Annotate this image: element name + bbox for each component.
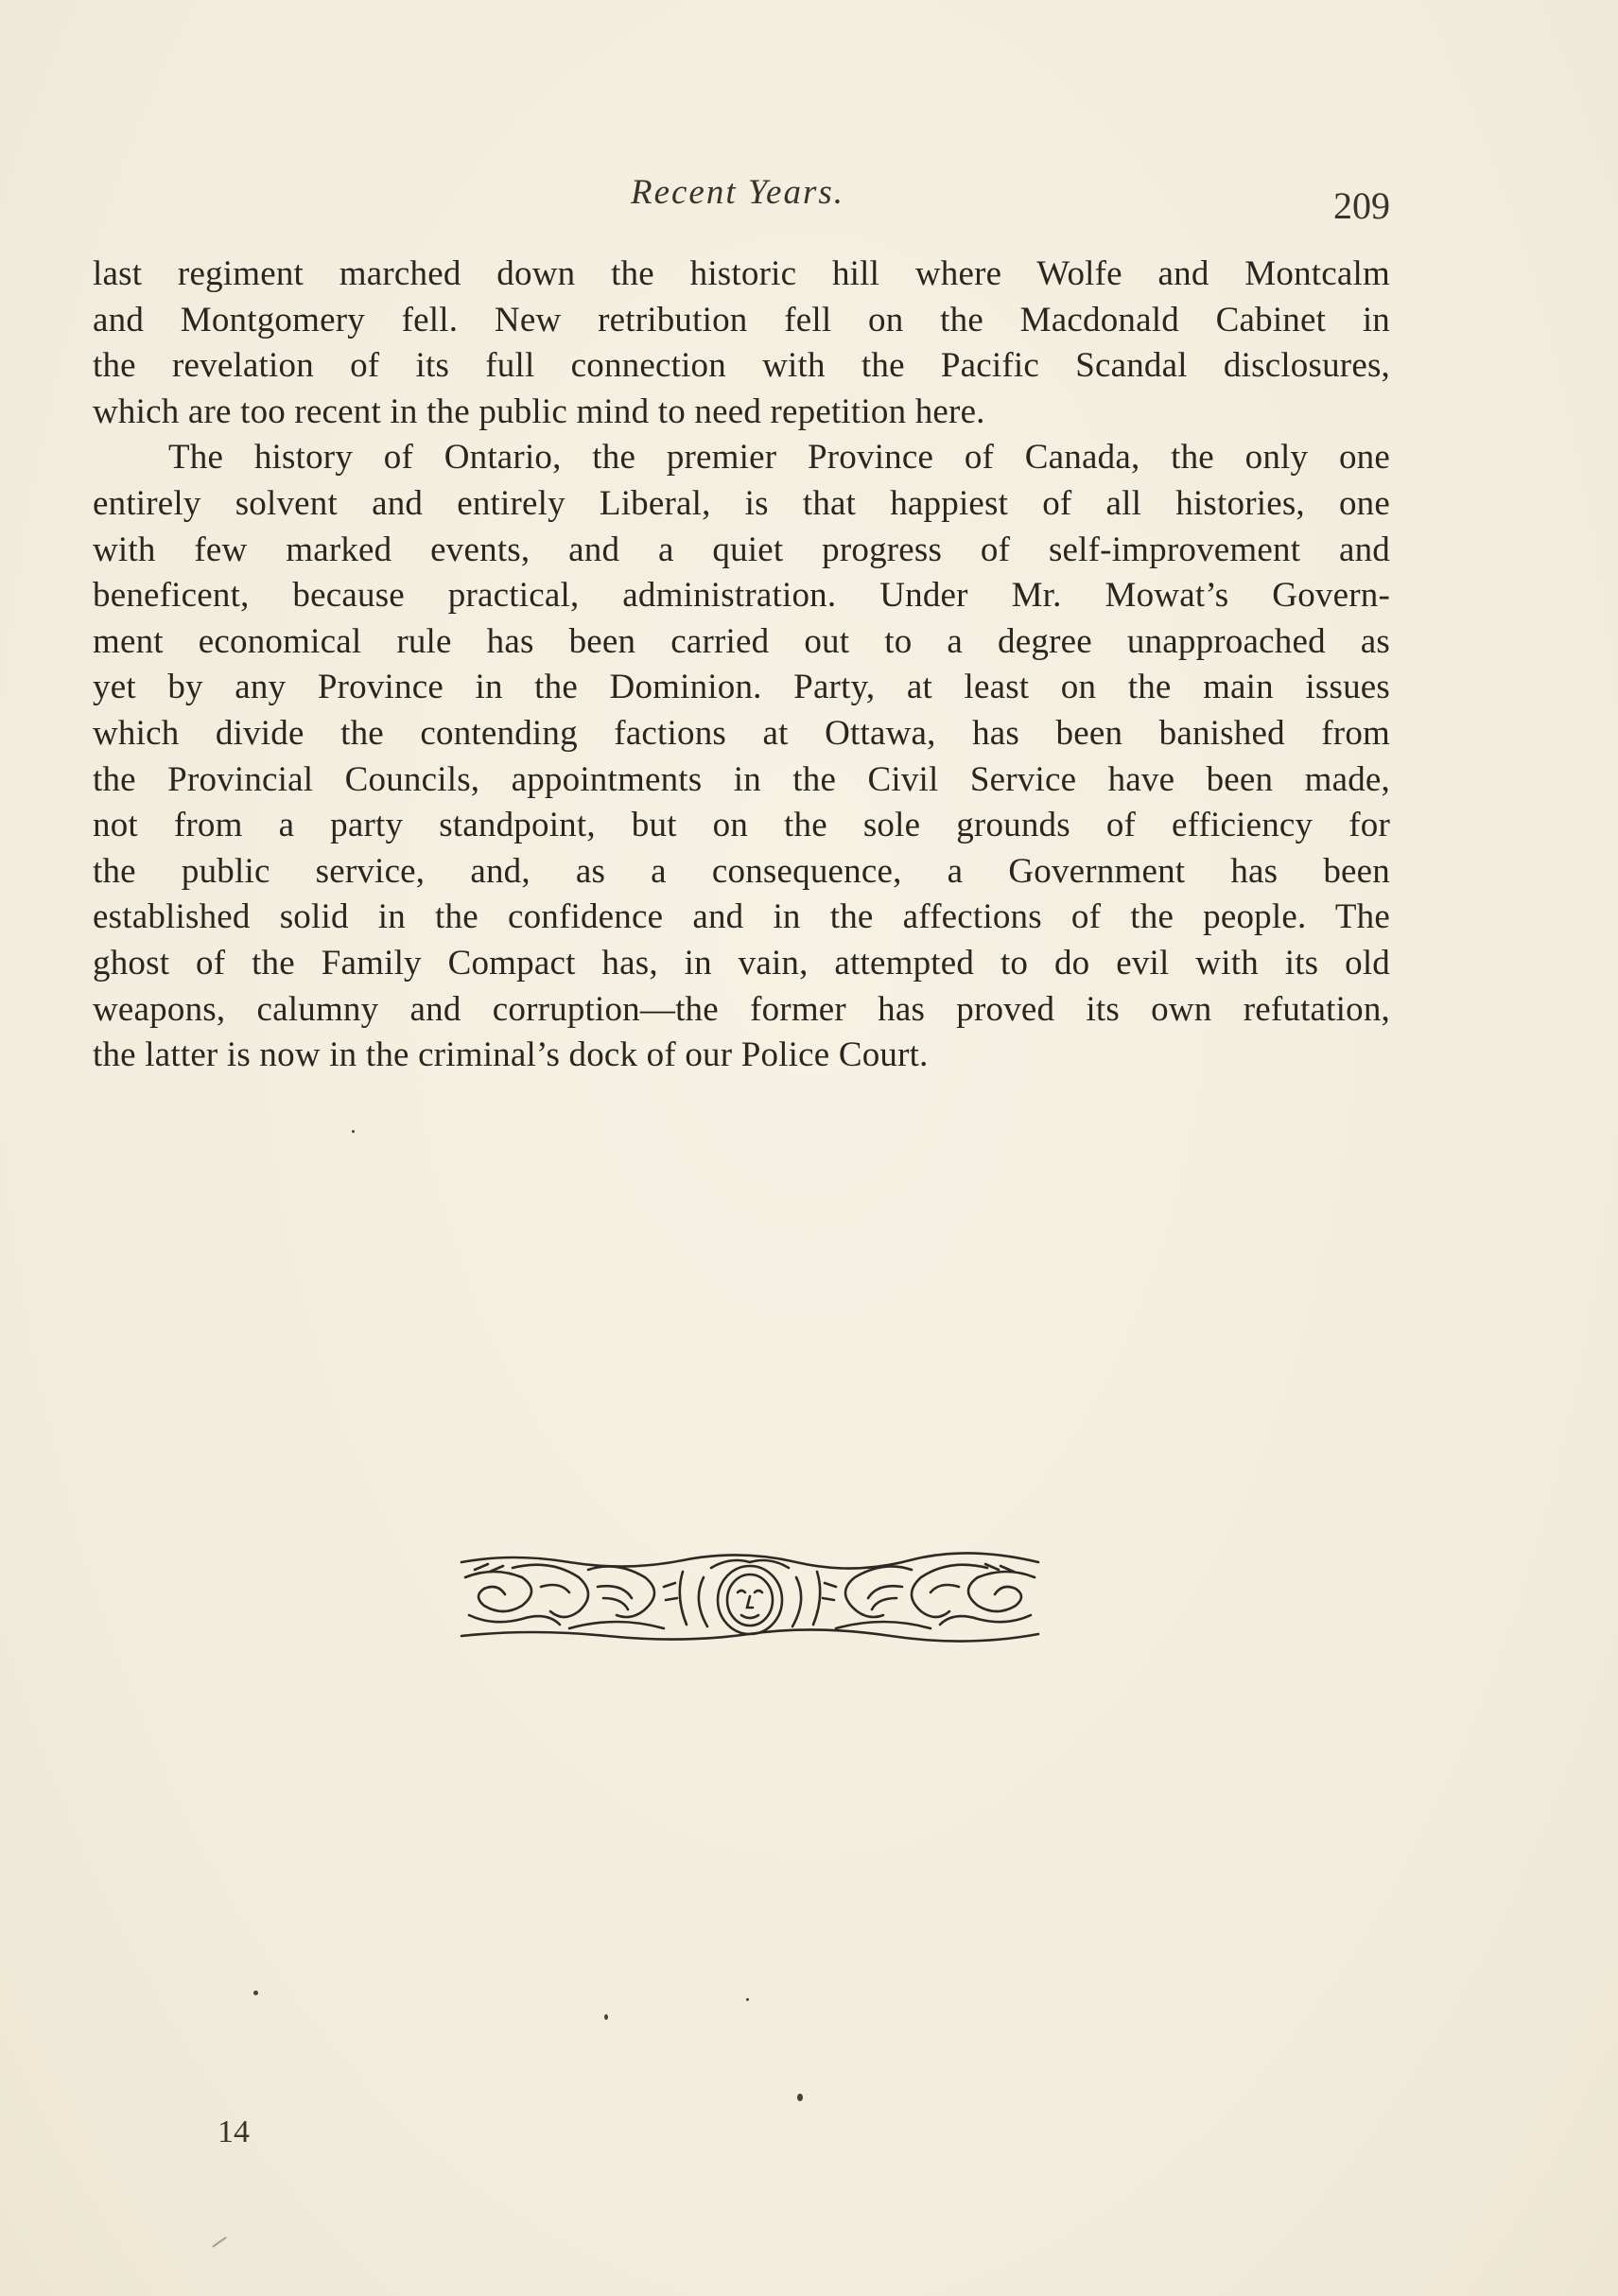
ink-speck xyxy=(253,1991,258,1995)
signature-mark: 14 xyxy=(217,2114,250,2149)
page-number: 209 xyxy=(1333,184,1390,227)
ink-speck xyxy=(746,1998,749,2001)
text-line: ghost of the Family Compact has, in vain, attempted to do evil with its old xyxy=(93,943,1390,983)
text-line: the Provincial Councils, appointments in the Civil Service have been made, xyxy=(93,759,1390,799)
ink-speck xyxy=(797,2094,803,2101)
text-line: the latter is now in the criminal’s dock of our Police Court. xyxy=(93,1035,929,1075)
text-line: which are too recent in the public mind to need repetition here. xyxy=(93,391,985,431)
running-head xyxy=(0,172,1618,227)
paragraph-start-line: The history of Ontario, the premier Province of Canada, the only one xyxy=(168,438,1390,478)
text-line: entirely solvent and entirely Liberal, is that happiest of all histories, one xyxy=(93,483,1390,523)
text-line: the revelation of its full connection with the Pacific Scandal disclosures, xyxy=(93,346,1390,386)
running-title: Recent Years. xyxy=(630,173,845,212)
text-line: with few marked events, and a quiet progress of self-improvement and xyxy=(93,530,1390,569)
text-line: and Montgomery fell. New retribution fell on the Macdonald Cabinet in xyxy=(93,300,1390,339)
body-text xyxy=(93,252,1390,1079)
text-line: beneficent, because practical, administration. Under Mr. Mowat’s Govern- xyxy=(93,576,1390,616)
ink-speck xyxy=(212,2236,227,2248)
text-line: yet by any Province in the Dominion. Party, at least on the main issues xyxy=(93,668,1390,707)
decorative-tailpiece-icon xyxy=(456,1549,1044,1644)
text-line: last regiment marched down the historic hill where Wolfe and Montcalm xyxy=(93,254,1390,293)
text-line: ment economical rule has been carried out to a degree unapproached as xyxy=(93,621,1390,661)
text-line: which divide the contending factions at Ottawa, has been banished from xyxy=(93,713,1390,753)
text-line: not from a party standpoint, but on the sole grounds of efficiency for xyxy=(93,806,1390,845)
text-line: established solid in the confidence and in the affections of the people. The xyxy=(93,897,1390,937)
text-line: the public service, and, as a consequence, a Government has been xyxy=(93,851,1390,891)
ink-speck xyxy=(604,2014,608,2020)
ink-speck xyxy=(352,1130,355,1133)
text-line: weapons, calumny and corruption—the former has proved its own refutation, xyxy=(93,989,1390,1029)
